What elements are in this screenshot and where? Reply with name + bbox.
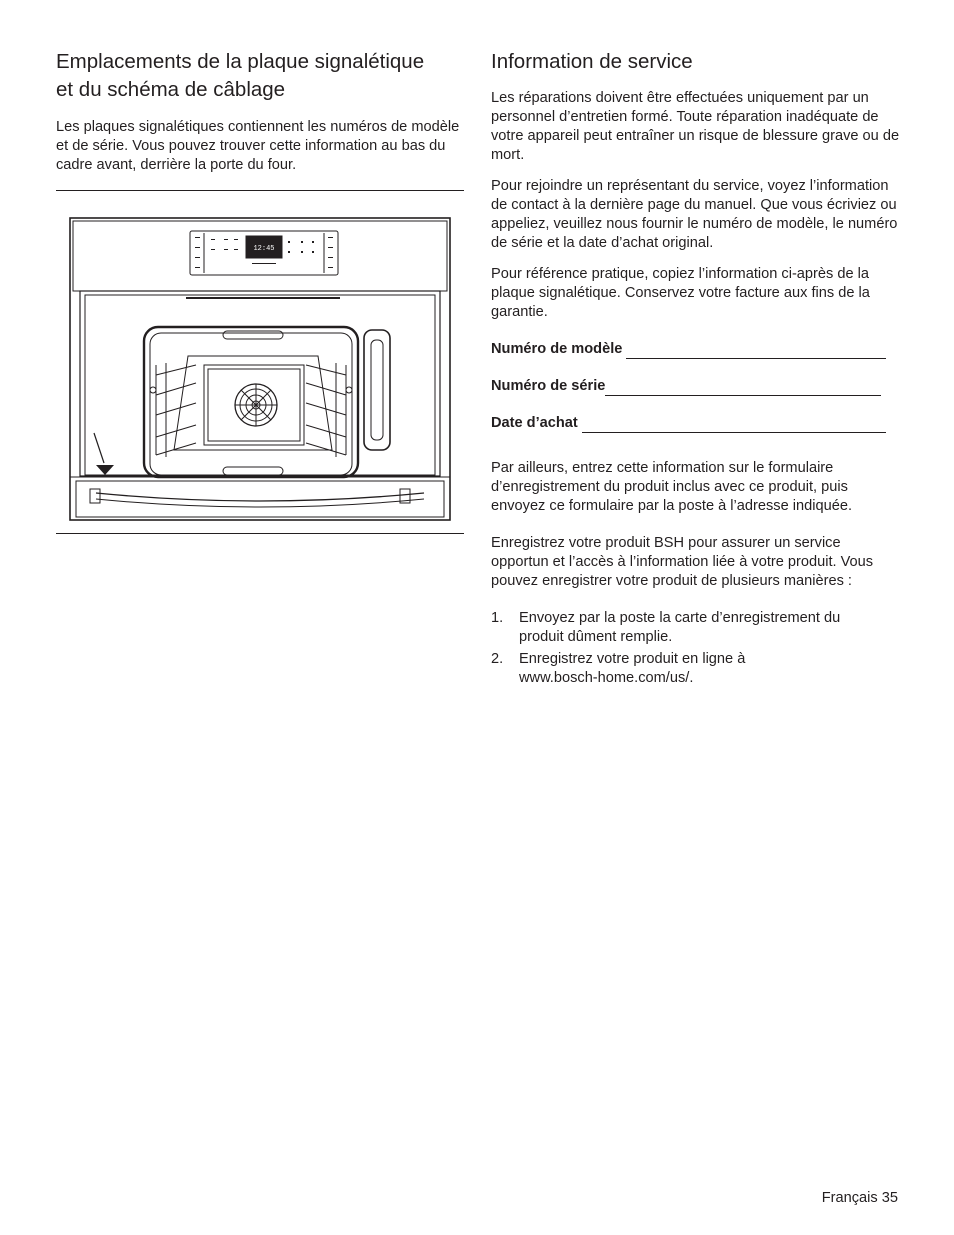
service-info-paragraph-4: Par ailleurs, entrez cette information sur le formulaire d’enregistrement du produit inclus avec ce produit, puis envoyez ce formulaire par la poste à l’adresse indiquée.: [491, 460, 852, 514]
list-item-number: 2.: [491, 651, 504, 667]
figure-bottom-rule: [56, 533, 464, 534]
left-column: [56, 48, 464, 175]
service-info-paragraph-3: Pour référence pratique, copiez l’information ci-après de la plaque signalétique. Conservez votre facture aux fins de la garantie.: [491, 266, 870, 320]
list-item: [491, 650, 901, 688]
rating-plate-heading: [56, 48, 464, 104]
list-item-text-cont: produit dûment remplie.: [519, 629, 673, 645]
purchase-date-blank[interactable]: [582, 419, 886, 433]
oven-illustration: [56, 205, 464, 523]
service-info-heading: Information de service: [491, 50, 693, 73]
rating-plate-intro: Les plaques signalétiques contiennent les numéros de modèle et de série. Vous pouvez trouver cette information au bas du cadre avant, derrière la porte du four.: [56, 119, 460, 173]
purchase-date-field: [491, 414, 901, 433]
model-number-label: Numéro de modèle: [491, 341, 623, 357]
model-number-field: [491, 340, 901, 359]
list-item: [491, 609, 901, 647]
rating-plate-heading-line1: Emplacements de la plaque signalétique: [56, 50, 425, 73]
page-number: Français 35: [821, 1190, 898, 1206]
figure-top-rule: [56, 190, 464, 191]
serial-number-blank[interactable]: [605, 382, 881, 396]
service-info-paragraph-2: Pour rejoindre un représentant du service, voyez l’information de contact à la dernière page du manuel. Que vous écriviez ou appeliez, veuillez nous fournir le numéro de modèle, le numéro de série et la date d’achat original.: [491, 178, 898, 251]
service-info-paragraph-1: Les réparations doivent être effectuées uniquement par un personnel d’entretien formé. Toute réparation inadéquate de votre appareil peut entraîner un risque de blessure grave ou de mort.: [491, 90, 900, 163]
model-number-blank[interactable]: [626, 345, 886, 359]
arrow-down-icon: [96, 465, 114, 475]
service-info-paragraph-5: Enregistrez votre produit BSH pour assurer un service opportun et l’accès à l’information liée à votre produit. Vous pouvez enregistrer votre produit de plusieurs manières :: [491, 535, 874, 589]
serial-number-label: Numéro de série: [491, 378, 606, 394]
purchase-date-label: Date d’achat: [491, 415, 578, 431]
list-item-text: Envoyez par la poste la carte d’enregistrement du: [519, 610, 841, 626]
registration-methods-list: [491, 609, 901, 688]
list-item-number: 1.: [491, 610, 504, 626]
list-item-text: Enregistrez votre produit en ligne à: [519, 651, 746, 667]
rating-plate-heading-line2: et du schéma de câblage: [56, 78, 286, 101]
right-column: [491, 48, 901, 691]
oven-display-time: 12:45: [253, 245, 275, 253]
serial-number-field: [491, 377, 901, 396]
oven-drawing: [56, 205, 464, 523]
registration-url-link[interactable]: www.bosch-home.com/us/.: [519, 670, 694, 686]
